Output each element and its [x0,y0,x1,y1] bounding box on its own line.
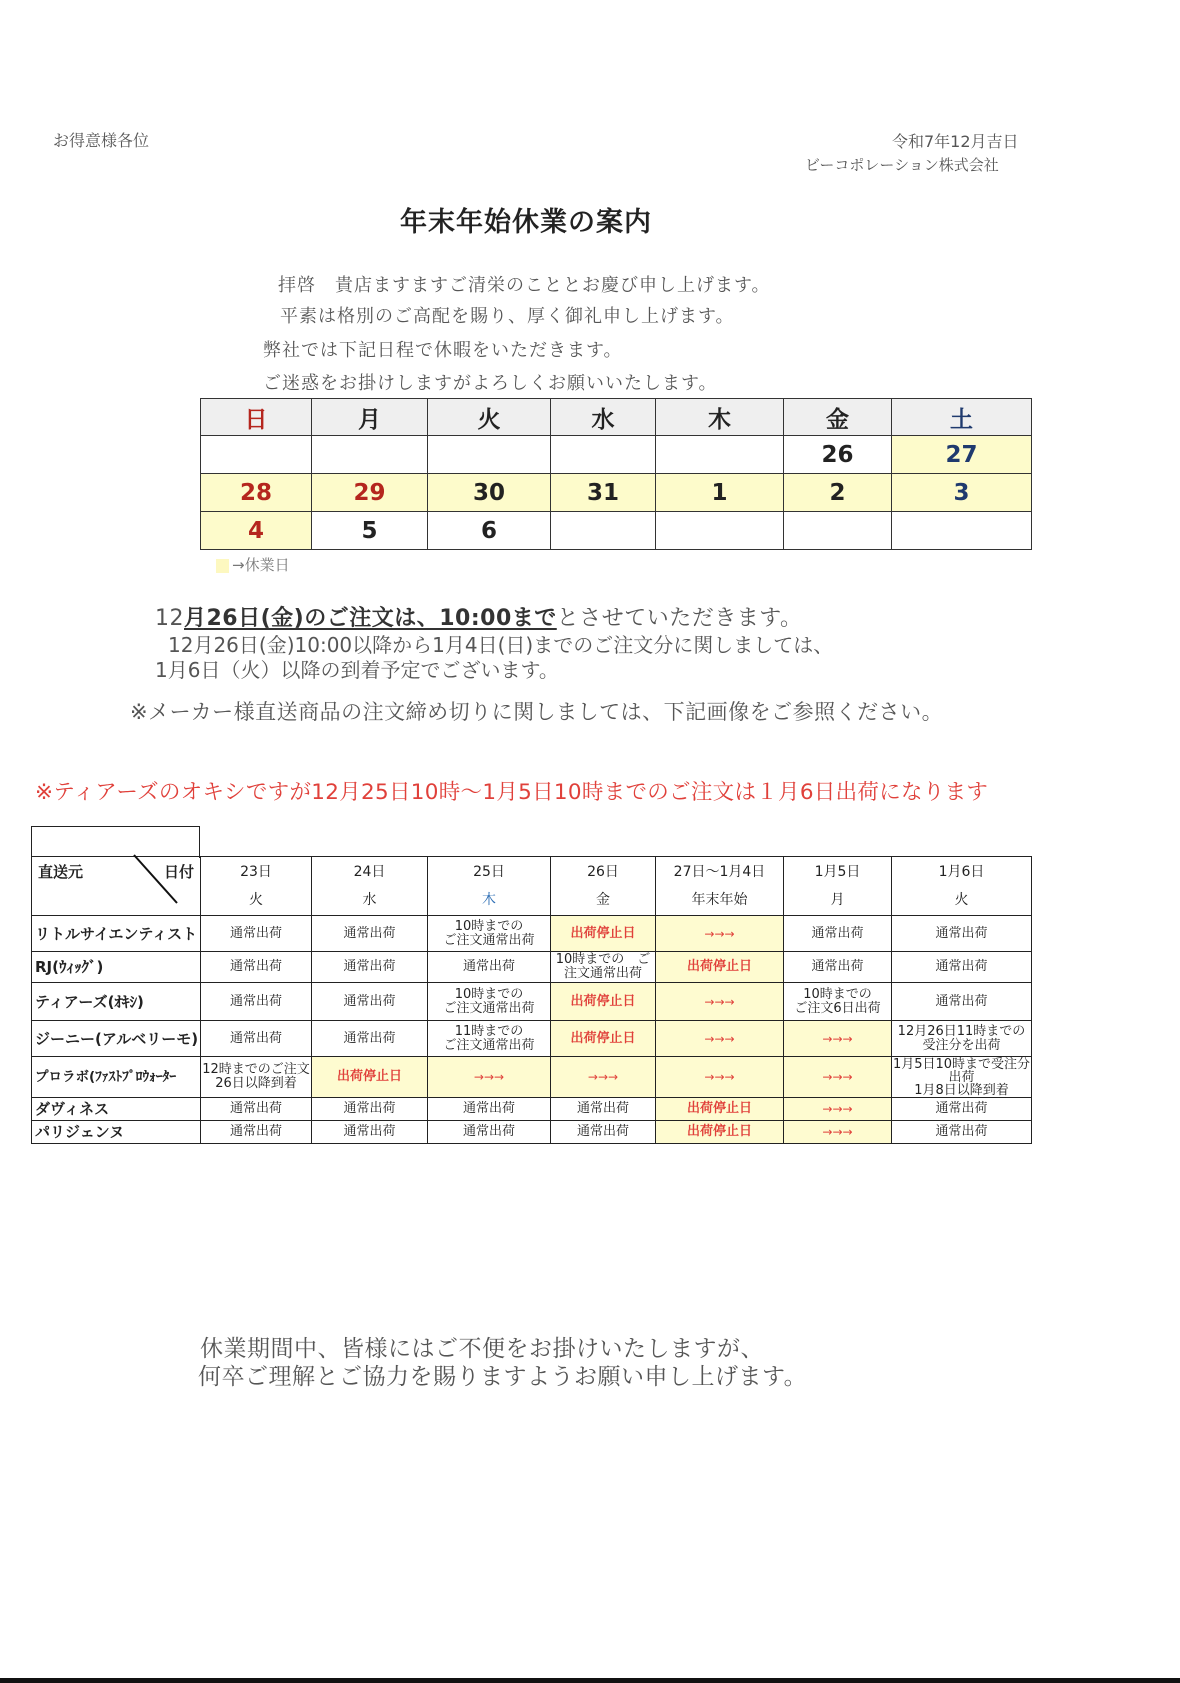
shipping-status-cell: 10時までの ご注文通常出荷 [428,983,551,1021]
shipping-status-cell: 通常出荷 [201,1121,312,1144]
issue-date: 令和7年12月吉日 [892,132,1019,151]
calendar-day: 30 [428,474,551,512]
shipping-status-cell: 通常出荷 [428,952,551,983]
supplier-name: ジーニー(アルベリーモ) [32,1021,201,1057]
direct-shipping-table [31,856,1032,1144]
shipping-status-cell: 12月26日11時までの 受注分を出荷 [892,1021,1032,1057]
shipping-status-cell: 通常出荷 [201,983,312,1021]
shipping-stop-cell: 出荷停止日 [551,983,656,1021]
weekday-header: 水 [551,399,656,436]
shipping-status-cell: 通常出荷 [551,1121,656,1144]
shipping-status-cell: 10時までの ご 注文通常出荷 [551,952,656,983]
shipping-status-cell: 通常出荷 [201,1021,312,1057]
order-deadline-notice [155,601,803,632]
continued-arrow-cell: →→→ [784,1057,892,1098]
calendar-day: 28 [201,474,312,512]
greeting-line: 拝啓 貴店ますますご清栄のこととお慶び申し上げます。 [278,275,771,296]
calendar-day [312,436,428,474]
calendar-day: 6 [428,512,551,550]
closing-line: 休業期間中、皆様にはご不便をお掛けいたしますが、 [200,1336,764,1362]
calendar-week [201,436,1032,474]
column-date: 26日 [587,864,619,880]
shipping-status-cell: 通常出荷 [201,1098,312,1121]
continued-arrow-cell: →→→ [656,1021,784,1057]
column-weekday: 木 [482,892,496,908]
calendar-day: 5 [312,512,428,550]
tears-oxy-notice: ※ティアーズのオキシですが12月25日10時～1月5日10時までのご注文は１月6日出荷になります [35,780,989,805]
notice-deadline: 月26日(金)のご注文は、10:00まで [184,606,557,631]
calendar-week [201,474,1032,512]
date-column-header [656,857,784,916]
column-weekday: 火 [954,892,969,908]
shipping-status-cell: 通常出荷 [551,1098,656,1121]
continued-arrow-cell: →→→ [784,1098,892,1121]
shipping-status-cell: 通常出荷 [201,952,312,983]
weekday-header: 火 [428,399,551,436]
column-weekday: 年末年始 [691,892,748,908]
shipping-stop-cell: 出荷停止日 [656,1121,784,1144]
calendar-day [428,436,551,474]
shipping-status-cell: 通常出荷 [892,1098,1032,1121]
column-date: 24日 [353,864,386,880]
shipping-status-cell: 通常出荷 [784,952,892,983]
supplier-name: ダヴィネス [32,1098,201,1121]
calendar-day [892,512,1032,550]
shipping-status-cell: 10時までの ご注文通常出荷 [428,916,551,952]
calendar-day: 31 [551,474,656,512]
shipping-status-cell: 通常出荷 [892,952,1032,983]
supplier-name: RJ(ｳｨｯｸﾞ) [32,952,201,983]
column-weekday: 金 [596,892,610,908]
notice-line: 12月26日(金)10:00以降から1月4日(日)までのご注文分に関しましては、 [168,633,834,657]
company-name: ビーコポレーション株式会社 [805,156,999,174]
continued-arrow-cell: →→→ [656,916,784,952]
supplier-name: プロラボ(ﾌｧｽﾄﾌﾟﾛｳｫｰﾀｰ [32,1057,201,1098]
calendar-day [784,512,892,550]
calendar-week [201,512,1032,550]
shipping-stop-cell: 出荷停止日 [551,916,656,952]
calendar-day [551,436,656,474]
shipping-status-cell: 通常出荷 [312,1021,428,1057]
date-column-header [784,857,892,916]
shipping-status-cell: 通常出荷 [312,983,428,1021]
supplier-row [32,1121,1032,1144]
shipping-status-cell: 通常出荷 [892,916,1032,952]
calendar-day: 3 [892,474,1032,512]
notice-prefix: 12 [155,606,184,631]
calendar-day: 1 [656,474,784,512]
supplier-row [32,1021,1032,1057]
calendar-day: 29 [312,474,428,512]
shipping-status-cell: 通常出荷 [784,916,892,952]
supplier-row [32,1057,1032,1098]
date-column-header [892,857,1032,916]
notice-suffix: とさせていただきます。 [556,606,803,631]
calendar-day [656,512,784,550]
weekday-header: 土 [892,399,1032,436]
holiday-swatch-icon [216,559,229,573]
supplier-row [32,1098,1032,1121]
greeting-line: 弊社では下記日程で休暇をいただきます。 [263,340,623,361]
column-date: 23日 [240,864,272,880]
corner-left-label: 直送元 [38,863,84,881]
shipping-status-cell: 11時までの ご注文通常出荷 [428,1021,551,1057]
calendar-day: 26 [784,436,892,474]
notice-line: ※メーカー様直送商品の注文締め切りに関しましては、下記画像をご参照ください。 [130,700,944,724]
shipping-status-cell: 通常出荷 [428,1098,551,1121]
supplier-row [32,983,1032,1021]
date-column-header [312,857,428,916]
closing-line: 何卒ご理解とご協力を賜りますようお願い申し上げます。 [198,1364,808,1390]
supplier-name: リトルサイエンティスト [32,916,201,952]
column-weekday: 火 [249,892,263,908]
shipping-stop-cell: 出荷停止日 [551,1021,656,1057]
supplier-name: ティアーズ(ｵｷｼ) [32,983,201,1021]
calendar-day: 4 [201,512,312,550]
shipping-status-cell: 通常出荷 [892,983,1032,1021]
addressee: お得意様各位 [53,131,150,150]
holiday-calendar [200,398,1032,550]
column-weekday: 月 [830,892,845,908]
calendar-day [551,512,656,550]
date-column-header [428,857,551,916]
shipping-status-cell: 1月5日10時まで受注分 出荷 1月8日以降到着 [892,1056,1031,1098]
shipping-status-cell: 通常出荷 [312,1121,428,1144]
shipping-status-cell: 12時までのご注文 26日以降到着 [201,1057,312,1098]
date-column-header [551,857,656,916]
continued-arrow-cell: →→→ [784,1121,892,1144]
shipping-stop-cell: 出荷停止日 [656,1098,784,1121]
continued-arrow-cell: →→→ [784,1021,892,1057]
greeting-line: 平素は格別のご高配を賜り、厚く御礼申し上げます。 [280,306,735,327]
greeting-line: ご迷惑をお掛けしますがよろしくお願いいたします。 [263,373,718,394]
calendar-legend [216,554,290,575]
column-date: 27日～1月4日 [673,864,766,880]
column-date: 1月6日 [938,864,985,880]
calendar-day: 27 [892,436,1032,474]
shipping-stop-cell: 出荷停止日 [656,952,784,983]
supplier-row [32,916,1032,952]
corner-right-label: 日付 [163,863,194,881]
date-column-header [201,857,312,916]
corner-header [32,857,201,916]
continued-arrow-cell: →→→ [551,1057,656,1098]
notice-line: 1月6日（火）以降の到着予定でございます。 [155,658,559,682]
column-date: 1月5日 [814,864,861,880]
shipping-status-cell: 通常出荷 [201,916,312,952]
shipping-status-cell: 通常出荷 [312,916,428,952]
supplier-row [32,952,1032,983]
shipping-status-cell: 通常出荷 [312,1098,428,1121]
legend-label: →休業日 [232,556,290,574]
weekday-header: 月 [312,399,428,436]
continued-arrow-cell: →→→ [428,1057,551,1098]
weekday-header: 木 [656,399,784,436]
page-title: 年末年始休業の案内 [400,207,652,238]
shipping-status-cell: 10時までの ご注文6日出荷 [784,983,892,1021]
shipping-stop-cell: 出荷停止日 [312,1057,428,1098]
continued-arrow-cell: →→→ [656,983,784,1021]
calendar-day [201,436,312,474]
calendar-day [656,436,784,474]
supplier-name: パリジェンヌ [32,1121,201,1144]
shipping-status-cell: 通常出荷 [892,1121,1032,1144]
column-weekday: 水 [362,892,377,908]
calendar-day: 2 [784,474,892,512]
page-bottom-rule [0,1678,1180,1683]
shipping-status-cell: 通常出荷 [312,952,428,983]
weekday-header: 金 [784,399,892,436]
column-date: 25日 [473,864,505,880]
continued-arrow-cell: →→→ [656,1057,784,1098]
shipping-status-cell: 通常出荷 [428,1121,551,1144]
weekday-header: 日 [201,399,312,436]
